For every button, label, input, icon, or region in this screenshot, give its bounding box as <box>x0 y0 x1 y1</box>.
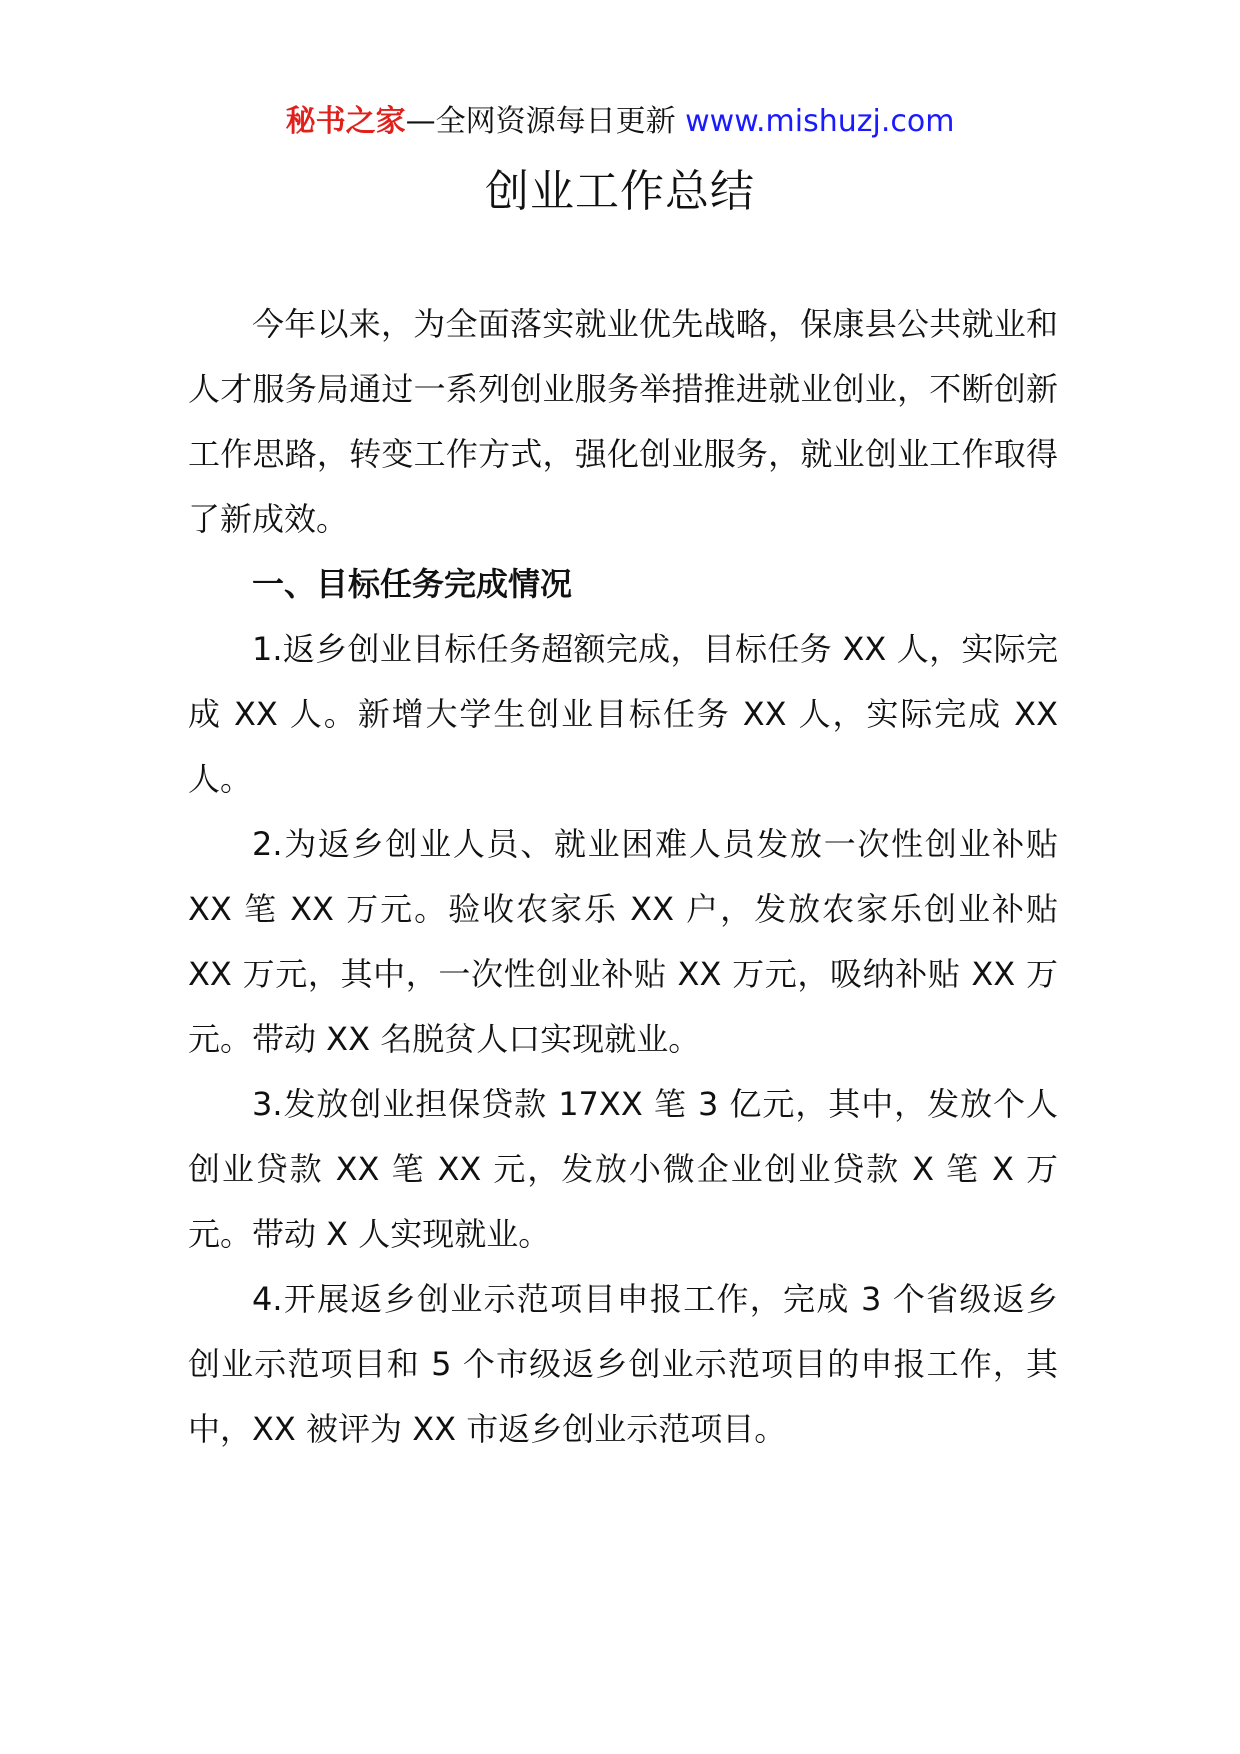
brand-slogan: —全网资源每日更新 <box>405 104 686 139</box>
brand-name: 秘书之家 <box>285 104 406 139</box>
site-url-link[interactable]: www.mishuzj.com <box>685 104 955 139</box>
document-title: 创业工作总结 <box>485 166 755 217</box>
list-item: 2.为返乡创业人员、就业困难人员发放一次性创业补贴 XX 笔 XX 万元。验收农家乐 XX 户，发放农家乐创业补贴 XX 万元，其中，一次性创业补贴 XX 万元，吸纳补贴 XX 万元。带动 XX 名脱贫人口实现就业。 <box>188 825 1058 1058</box>
section-heading: 一、目标任务完成情况 <box>252 565 573 603</box>
list-item: 3.发放创业担保贷款 17XX 笔 3 亿元，其中，发放个人创业贷款 XX 笔 XX 元，发放小微企业创业贷款 X 笔 X 万元。带动 X 人实现就业。 <box>188 1085 1058 1253</box>
document-body <box>188 292 1058 1462</box>
list-item: 4.开展返乡创业示范项目申报工作，完成 3 个省级返乡创业示范项目和 5 个市级返乡创业示范项目的申报工作，其中，XX 被评为 XX 市返乡创业示范项目。 <box>188 1280 1058 1448</box>
site-banner <box>0 100 1240 144</box>
list-item: 1.返乡创业目标任务超额完成，目标任务 XX 人，实际完成 XX 人。新增大学生创业目标任务 XX 人，实际完成 XX 人。 <box>188 630 1058 798</box>
intro-paragraph: 今年以来，为全面落实就业优先战略，保康县公共就业和人才服务局通过一系列创业服务举措推进就业创业，不断创新工作思路，转变工作方式，强化创业服务，就业创业工作取得了新成效。 <box>188 305 1058 538</box>
